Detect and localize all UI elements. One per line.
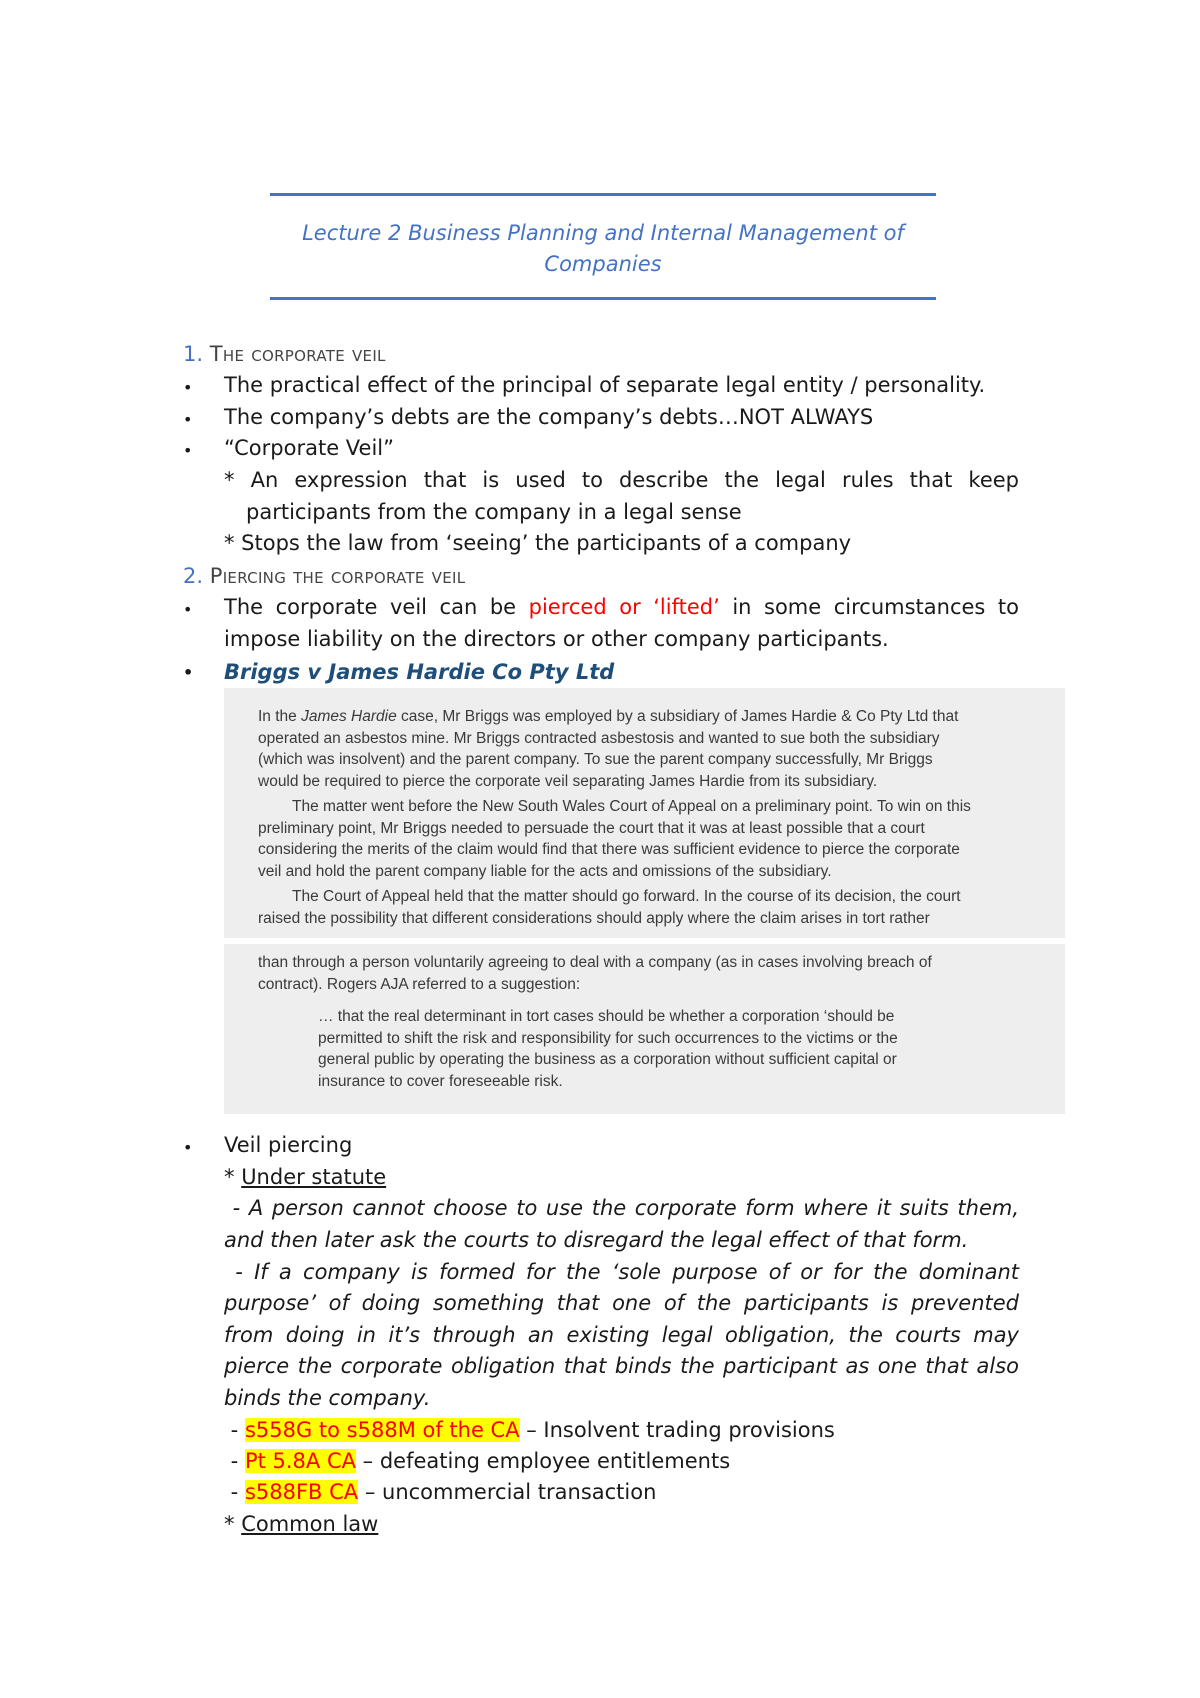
excerpt-quote-line: … that the real determinant in tort cases should be whether a corporation ‘should be bbox=[318, 1008, 895, 1025]
excerpt-line: raised the possibility that different considerations should apply where the claim arises in tort rather bbox=[258, 909, 930, 927]
excerpt-line: than through a person voluntarily agreeing to deal with a company (as in cases involving breach of bbox=[258, 954, 932, 971]
excerpt-line: (which was insolvent) and the parent company. To sue the parent company successfully, Mr Briggs bbox=[258, 751, 933, 768]
excerpt-line: would be required to pierce the corporate veil separating James Hardie from its subsidiary. bbox=[258, 772, 878, 790]
italic-line: - If a company is formed for the ‘sole purpose of or for the dominant bbox=[224, 1260, 1019, 1284]
sub-item-line: * An expression that is used to describe the legal rules that keep bbox=[224, 468, 1019, 492]
pierced-lifted-text: pierced or ‘lifted’ bbox=[528, 595, 720, 619]
italic-line: pierce the corporate obligation that binds the participant as one that also bbox=[224, 1354, 1019, 1378]
excerpt-quote-line: permitted to shift the risk and responsibility for such occurrences to the victims or the bbox=[318, 1029, 898, 1047]
bullet-dot: • bbox=[183, 378, 193, 397]
bullet-dot: • bbox=[183, 410, 193, 429]
excerpt-line: The matter went before the New South Wales Court of Appeal on a preliminary point. To win on this bbox=[292, 798, 971, 815]
excerpt-line: preliminary point, Mr Briggs needed to persuade the court that it was at least possible that a court bbox=[258, 819, 925, 837]
case-excerpt-part-2 bbox=[224, 944, 1065, 1114]
bullet-dot: • bbox=[183, 600, 193, 619]
provision-item: - s558G to s588M of the CA – Insolvent trading provisions bbox=[224, 1418, 835, 1442]
italic-line: - A person cannot choose to use the corporate form where it suits them, bbox=[224, 1196, 1019, 1220]
list-item: The practical effect of the principal of separate legal entity / personality. bbox=[224, 373, 986, 397]
provision-ref: Pt 5.8A CA bbox=[244, 1449, 356, 1473]
italic-line: and then later ask the courts to disregard the legal effect of that form. bbox=[224, 1228, 969, 1252]
list-item-line: The corporate veil can be pierced or ‘lifted’ in some circumstances to bbox=[224, 595, 1019, 619]
list-item: “Corporate Veil” bbox=[224, 436, 394, 460]
italic-line: purpose’ of doing something that one of the participants is prevented bbox=[224, 1291, 1019, 1315]
document-title bbox=[270, 218, 936, 280]
title-line-2: Companies bbox=[544, 252, 662, 276]
section-1-number: 1. bbox=[183, 342, 204, 366]
case-excerpt-part-1 bbox=[224, 688, 1065, 938]
title-rule-top bbox=[270, 193, 936, 196]
italic-line: from doing in it’s through an existing legal obligation, the courts may bbox=[224, 1323, 1019, 1347]
bullet-dot: • bbox=[183, 441, 193, 460]
sub-item: * Stops the law from ‘seeing’ the participants of a company bbox=[224, 531, 852, 555]
sub-item-line: participants from the company in a legal sense bbox=[246, 500, 742, 524]
title-rule-bottom bbox=[270, 297, 936, 300]
provision-item: - Pt 5.8A CA – defeating employee entitlements bbox=[224, 1449, 731, 1473]
excerpt-quote-line: general public by operating the business as a corporation without sufficient capital or bbox=[318, 1051, 897, 1068]
excerpt-line: veil and hold the parent company liable for the acts and omissions of the subsidiary. bbox=[258, 862, 832, 880]
bullet-dot: • bbox=[183, 663, 194, 682]
provision-item: - s588FB CA – uncommercial transaction bbox=[224, 1480, 657, 1504]
title-line-1: Lecture 2 Business Planning and Internal Management of bbox=[302, 221, 904, 245]
provision-ref: s558G to s588M of the CA bbox=[244, 1418, 520, 1442]
section-2-title: Piercing the corporate veil bbox=[209, 564, 466, 588]
excerpt-quote-line: insurance to cover foreseeable risk. bbox=[318, 1072, 563, 1090]
section-2-number: 2. bbox=[183, 564, 204, 588]
list-item: Veil piercing bbox=[224, 1133, 353, 1157]
statute-heading: * Under statute bbox=[224, 1165, 387, 1189]
excerpt-line: contract). Rogers AJA referred to a suggestion: bbox=[258, 975, 581, 993]
common-law-heading: * Common law bbox=[224, 1512, 379, 1536]
section-2-heading bbox=[183, 564, 465, 588]
list-item: The company’s debts are the company’s debts…NOT ALWAYS bbox=[224, 405, 874, 429]
italic-line: binds the company. bbox=[224, 1386, 431, 1410]
section-1-title: The corporate veil bbox=[209, 342, 386, 366]
provision-ref: s588FB CA bbox=[244, 1480, 359, 1504]
bullet-dot: • bbox=[183, 1138, 193, 1157]
common-law-text: Common law bbox=[241, 1512, 379, 1536]
case-name: Briggs v James Hardie Co Pty Ltd bbox=[224, 660, 615, 684]
under-statute-text: Under statute bbox=[241, 1165, 387, 1189]
excerpt-line: operated an asbestos mine. Mr Briggs contracted asbestosis and wanted to sue both the subsidiary bbox=[258, 729, 940, 747]
list-item-line: impose liability on the directors or other company participants. bbox=[224, 627, 889, 651]
excerpt-line: In the James Hardie case, Mr Briggs was employed by a subsidiary of James Hardie & Co Pty Ltd that bbox=[258, 708, 959, 725]
excerpt-line: The Court of Appeal held that the matter should go forward. In the course of its decision, the court bbox=[292, 888, 961, 905]
excerpt-line: considering the merits of the claim would find that there was sufficient evidence to pierce the corporate bbox=[258, 841, 960, 858]
section-1-heading bbox=[183, 342, 386, 366]
